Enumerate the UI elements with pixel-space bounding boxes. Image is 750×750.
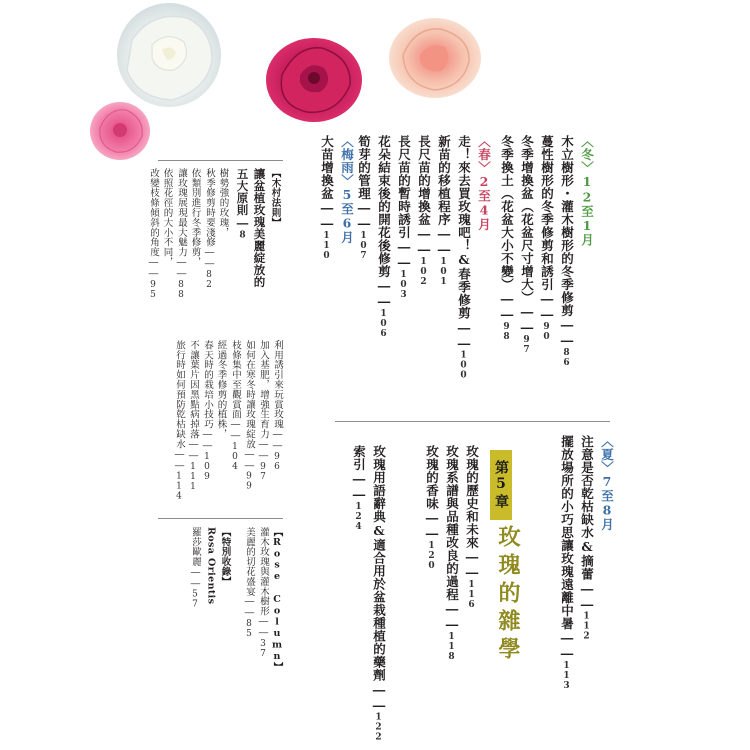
- entry-text: 讓玫瑰展現最大魅力: [176, 168, 187, 258]
- page-number: 97: [258, 461, 268, 482]
- toc-entry[interactable]: [417, 135, 430, 287]
- page-number: 106: [378, 309, 389, 339]
- section-rule: [158, 518, 283, 519]
- dash: ――: [499, 291, 515, 322]
- dash: ――: [176, 257, 187, 280]
- page-number: 85: [244, 619, 254, 640]
- page-number: 111: [188, 461, 198, 492]
- dash: ――: [396, 239, 412, 270]
- dash: ―: [235, 216, 250, 231]
- entry-text: 五大原則: [235, 168, 250, 216]
- entry-text: 春天時的栽培小技巧: [202, 340, 213, 430]
- toc-entry[interactable]: [190, 527, 200, 609]
- toc-entry[interactable]: [500, 135, 513, 342]
- page-number: 124: [353, 502, 364, 532]
- entry-text: 冬季增換盆（花盆尺寸增大）: [519, 135, 535, 304]
- page-number: 37: [258, 638, 268, 659]
- dash: ――: [204, 247, 215, 271]
- crimson-rose-image: [262, 30, 367, 125]
- page-number: 104: [230, 442, 240, 473]
- page-number: 88: [176, 279, 186, 300]
- special-title: Rosa Orientis: [205, 527, 217, 605]
- toc-entry[interactable]: [372, 445, 385, 743]
- dash: ――: [244, 448, 255, 472]
- dash: ――: [371, 681, 387, 713]
- toc-entry[interactable]: [190, 168, 200, 267]
- entry-text: 索引: [351, 445, 367, 471]
- dash: ――: [559, 317, 575, 348]
- entry-text: 擺放場所的小巧思讓玫瑰遠離中暑: [559, 435, 575, 630]
- dash: ――: [258, 439, 269, 462]
- entry-text: 玫瑰的香味: [424, 445, 440, 510]
- toc-entry[interactable]: [397, 135, 410, 300]
- entry-text: 依照花徑的大小不同，: [161, 168, 173, 267]
- page-number: 103: [398, 270, 409, 300]
- toc-entry[interactable]: [188, 340, 198, 492]
- dash: ――: [230, 419, 241, 443]
- toc-entry[interactable]: [580, 435, 593, 642]
- dash: ――: [436, 226, 452, 257]
- entry-text: 蔓性樹形的冬季修剪和誘引: [539, 135, 555, 291]
- special-heading: 【特別收錄】: [219, 527, 231, 587]
- entry-text: 改變枝條傾斜的角度: [148, 168, 159, 258]
- dash: ――: [258, 616, 269, 639]
- section-rule: [158, 160, 283, 161]
- kimura-subtitle: 讓盆植玫瑰美麗綻放的: [252, 168, 267, 288]
- summer-heading: 〈夏〉7至8月: [599, 435, 615, 531]
- toc-entry[interactable]: [377, 135, 390, 339]
- dash: ――: [444, 601, 460, 632]
- dash: ――: [319, 200, 335, 231]
- kimura-heading: 【木村法則】: [269, 168, 281, 228]
- page-number: 109: [202, 451, 212, 482]
- dash: ――: [272, 429, 283, 452]
- peach-rose-image: [385, 15, 485, 100]
- entry-text: 加入基肥，增強生育力: [258, 340, 269, 439]
- toc-entry[interactable]: [320, 135, 333, 261]
- toc-entry[interactable]: [560, 435, 573, 691]
- entry-text: 枝條集中至觀賞面: [230, 340, 241, 420]
- winter-heading: 〈冬〉12至1月: [579, 135, 595, 247]
- entry-text: 長尺苗的暫時誘引: [396, 135, 412, 239]
- dash: ――: [202, 429, 213, 452]
- entry-text: 美麗的切花盛宴: [244, 527, 255, 597]
- entry-text: 花朵結束後的開花後修剪: [376, 135, 392, 278]
- dash: ――: [579, 580, 595, 612]
- toc-entry[interactable]: [204, 168, 214, 290]
- page-number: 116: [466, 580, 477, 610]
- entry-text: 大苗增換盆: [319, 135, 335, 200]
- dash: ――: [148, 257, 159, 280]
- page-number: 57: [190, 589, 200, 610]
- dash: ――: [519, 304, 535, 335]
- page-number: 101: [438, 257, 449, 287]
- page-number: 99: [244, 471, 254, 492]
- entry-text: 不讓葉片因黑點病掉落: [188, 340, 199, 439]
- entry-text: 筍芽的管理: [356, 135, 372, 200]
- toc-entry[interactable]: [560, 135, 573, 368]
- dash: ――: [456, 319, 472, 351]
- toc-entry[interactable]: [520, 135, 533, 355]
- page-number: 98: [501, 322, 512, 342]
- page-number: 100: [458, 350, 469, 381]
- toc-entry[interactable]: [465, 445, 478, 610]
- entry-text: 長尺苗的增換盆: [416, 135, 432, 226]
- toc-entry[interactable]: [218, 168, 228, 237]
- toc-entry[interactable]: [174, 340, 184, 502]
- entry-text: 走！來去買玫瑰吧！&春季修剪: [456, 135, 472, 320]
- entry-text: 樹勢強的玫瑰，: [217, 168, 229, 238]
- toc-entry[interactable]: [230, 340, 240, 472]
- page-number: 95: [148, 279, 158, 300]
- toc-entry[interactable]: [540, 135, 553, 342]
- entry-text: 玫瑰系譜與品種改良的過程: [444, 445, 460, 601]
- toc-entry[interactable]: [258, 340, 268, 482]
- entry-text: 秋季修剪時要淺修: [204, 168, 215, 248]
- toc-entry[interactable]: [272, 340, 282, 472]
- page-number: 110: [321, 231, 332, 261]
- page-number: 113: [561, 661, 572, 691]
- toc-entry[interactable]: [202, 340, 212, 482]
- page-number: 114: [174, 471, 184, 502]
- chapter-badge: 第5章: [490, 450, 512, 520]
- page-number: 112: [581, 611, 592, 642]
- page-number: 82: [204, 270, 214, 291]
- dash: ――: [376, 278, 392, 309]
- page-number: 86: [561, 348, 572, 368]
- entry-text: 注意是否乾枯缺水&摘蕾: [579, 435, 595, 581]
- page-number: 96: [272, 451, 282, 472]
- chapter-title: 玫瑰的雜學: [495, 525, 521, 665]
- dash: ――: [351, 471, 367, 502]
- toc-entry[interactable]: [244, 527, 254, 639]
- toc-entry[interactable]: [425, 445, 438, 571]
- toc-entry[interactable]: [148, 168, 158, 300]
- page-number: 97: [521, 335, 532, 355]
- toc-entry[interactable]: [357, 135, 370, 261]
- page-number: 122: [373, 712, 384, 743]
- page-number: 102: [418, 257, 429, 287]
- page-number: 90: [541, 322, 552, 342]
- page-number: 120: [426, 541, 437, 571]
- section-divider: [335, 421, 610, 422]
- entry-text: 如何在寒冬時讓玫瑰綻放: [244, 340, 255, 449]
- dash: ――: [559, 630, 575, 661]
- dash: ――: [539, 291, 555, 322]
- dash: ――: [416, 226, 432, 257]
- toc-entry[interactable]: [176, 168, 186, 300]
- rainy-heading: 〈梅雨〉5至6月: [339, 135, 355, 244]
- dash: ――: [188, 439, 199, 462]
- entry-text: 玫瑰用語辭典&適合用於盆栽種植的藥劑: [371, 445, 387, 682]
- page-number: 107: [358, 231, 369, 261]
- dash: ――: [464, 549, 480, 580]
- toc-entry[interactable]: [236, 168, 248, 241]
- page-number: 8: [237, 230, 248, 241]
- spring-heading: 〈春〉2至4月: [476, 135, 492, 231]
- toc-entry[interactable]: [437, 135, 450, 287]
- toc-entry[interactable]: [244, 340, 254, 492]
- toc-entry[interactable]: [162, 168, 172, 267]
- toc-entry[interactable]: [445, 445, 458, 662]
- dash: ――: [190, 566, 201, 590]
- entry-text: 灌木玫瑰與灌木樹形: [258, 527, 269, 617]
- toc-entry[interactable]: [352, 445, 365, 532]
- entry-text: 旅行時如何預防乾枯缺水: [174, 340, 185, 449]
- entry-text: 新苗的移植程序: [436, 135, 452, 226]
- entry-text: 依類別進行冬季修剪，: [189, 168, 201, 267]
- toc-entry[interactable]: [216, 340, 226, 439]
- toc-entry[interactable]: [258, 527, 268, 659]
- entry-text: 羅莎歐麗: [190, 527, 201, 567]
- entry-text: 玫瑰的歷史和未來: [464, 445, 480, 549]
- dash: ――: [244, 596, 255, 620]
- dash: ――: [174, 448, 185, 472]
- entry-text: 木立樹形・灌木樹形的冬季修剪: [559, 135, 575, 317]
- dash: ――: [424, 510, 440, 541]
- toc-entry[interactable]: [457, 135, 470, 381]
- pink-rose-image: [88, 98, 153, 163]
- entry-text: 經過冬季修剪的植株，: [215, 340, 227, 439]
- page-number: 118: [446, 632, 457, 662]
- rose-column-heading: 【Rose Column】: [271, 527, 283, 673]
- entry-text: 利用誘引來玩賞玫瑰: [272, 340, 283, 430]
- dash: ――: [356, 200, 372, 231]
- entry-text: 冬季換土（花盆大小不變）: [499, 135, 515, 291]
